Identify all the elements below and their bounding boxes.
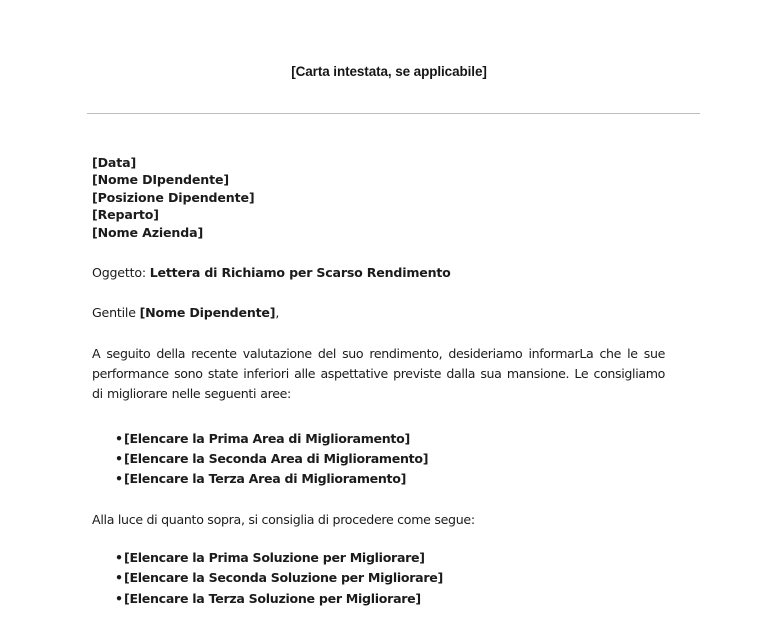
company-name-placeholder: [Nome Azienda] xyxy=(92,224,204,240)
list-item-text: [Elencare la Seconda Area di Miglioramento] xyxy=(124,450,429,466)
list-item-text: [Elencare la Terza Soluzione per Migliorare] xyxy=(124,590,421,606)
list-item-text: [Elencare la Prima Area di Miglioramento] xyxy=(124,430,410,446)
employee-position-placeholder: [Posizione Dipendente] xyxy=(92,189,255,205)
letter-body xyxy=(92,154,665,609)
employee-name-placeholder: [Nome DIpendente] xyxy=(92,172,229,188)
date-placeholder: [Data] xyxy=(92,155,137,170)
bullet-icon: • xyxy=(115,450,123,466)
list-item xyxy=(115,469,665,489)
bullet-icon: • xyxy=(115,430,123,446)
list-item xyxy=(115,429,665,449)
bullet-icon: • xyxy=(115,549,123,565)
list-item xyxy=(115,568,665,588)
letterhead-placeholder: [Carta intestata, se applicabile] xyxy=(291,64,487,79)
transition-paragraph: Alla luce di quanto sopra, si consiglia di procedere come segue: xyxy=(92,511,475,527)
list-item-text: [Elencare la Prima Soluzione per Migliorare] xyxy=(124,549,425,565)
improvement-areas-list xyxy=(92,429,665,490)
solutions-list xyxy=(92,548,665,609)
recipient-address-block xyxy=(92,154,665,241)
salutation-punctuation: , xyxy=(275,305,280,321)
bullet-icon: • xyxy=(115,570,123,586)
list-item-text: [Elencare la Seconda Soluzione per Migliorare] xyxy=(124,570,443,586)
subject-line xyxy=(92,264,665,281)
subject-label: Oggetto: xyxy=(92,264,146,280)
list-item xyxy=(115,449,665,469)
bullet-icon: • xyxy=(115,590,123,606)
salutation-name: [Nome Dipendente] xyxy=(139,305,276,321)
list-item xyxy=(115,589,665,609)
subject-text: Lettera di Richiamo per Scarso Rendimento xyxy=(149,264,451,280)
salutation-greeting: Gentile xyxy=(92,305,136,321)
list-item xyxy=(115,548,665,568)
salutation xyxy=(92,304,665,321)
bullet-icon: • xyxy=(115,471,123,487)
header-divider xyxy=(87,113,700,114)
list-item-text: [Elencare la Terza Area di Miglioramento] xyxy=(124,471,407,487)
department-placeholder: [Reparto] xyxy=(92,207,159,223)
intro-paragraph: A seguito della recente valutazione del suo rendimento, desideriamo informarLa che le sue performance sono state inferiori alle aspettative previste dalla sua mansione. Le consigliamo di migliorare nelle seguenti aree: xyxy=(92,345,665,402)
